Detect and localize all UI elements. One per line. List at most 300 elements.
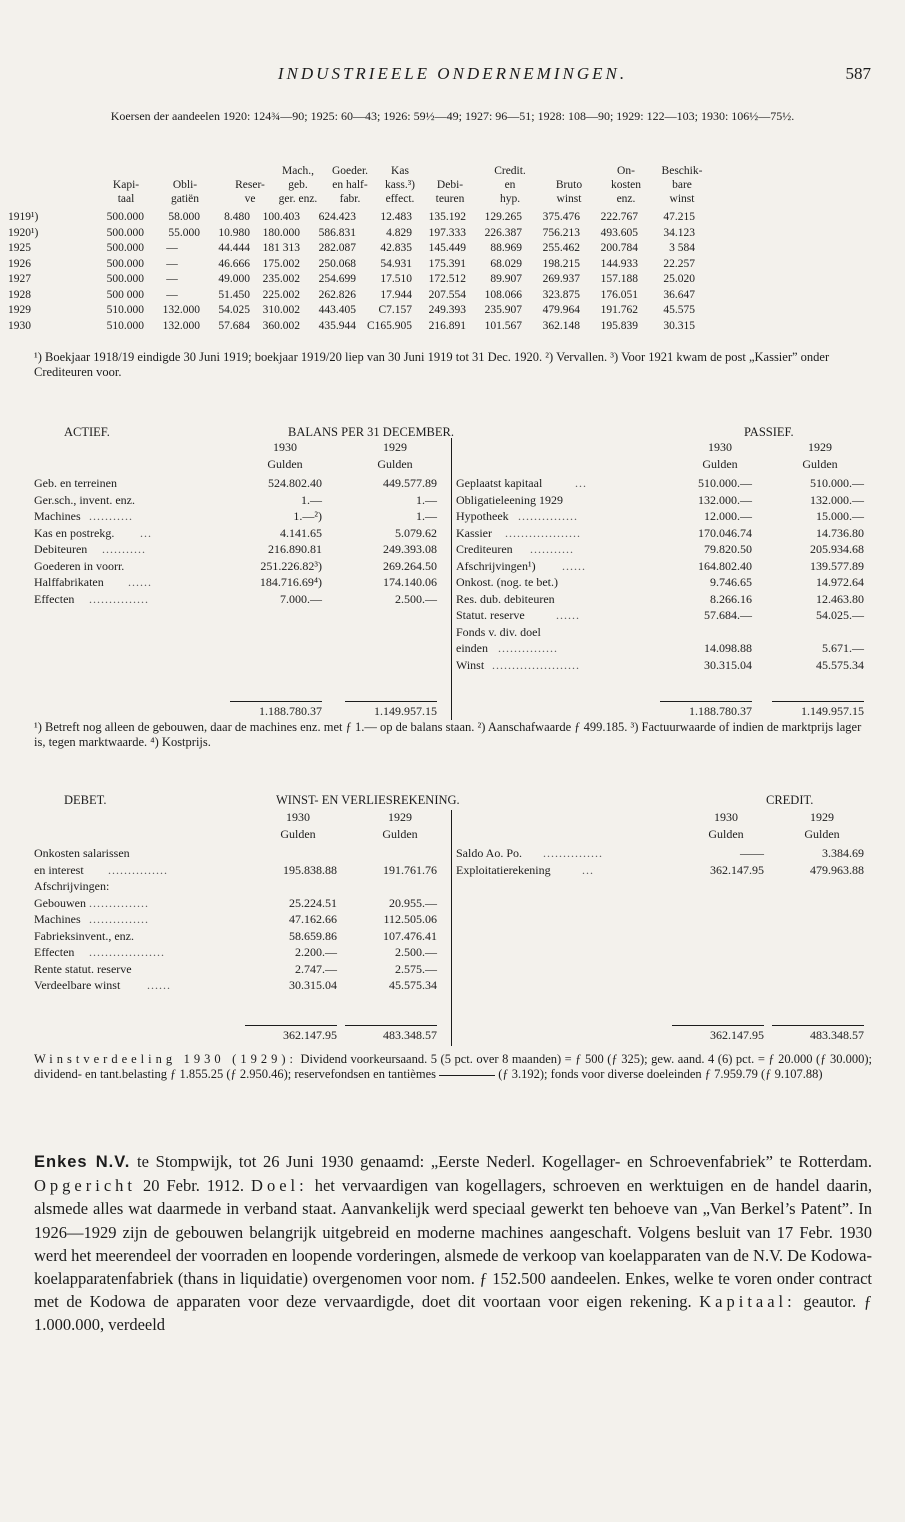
year-header: 1930: [273, 440, 297, 454]
column-header: winst: [669, 193, 695, 205]
row-label: Rente statut. reserve: [34, 961, 132, 976]
value-1930: 132.000.—: [698, 492, 752, 507]
cell-value: 172.512: [428, 273, 466, 285]
row-year: 1927: [8, 273, 31, 285]
total-rule: [660, 701, 752, 702]
column-header: Obli-: [172, 179, 198, 191]
value-1930: 510.000.—: [698, 476, 752, 490]
row-label: Statut. reserve: [456, 608, 525, 622]
column-header: Credit.: [494, 165, 526, 177]
cell-value: 44.444: [218, 242, 250, 254]
value-1929: 2.575.—: [395, 961, 437, 976]
value-1929: 510.000.—: [810, 476, 864, 490]
balans-divider: [451, 438, 452, 720]
total-1929: 483.348.57: [383, 1028, 437, 1042]
column-header: winst: [556, 193, 582, 205]
page-number: 587: [845, 64, 871, 83]
total-1930: 362.147.95: [710, 1028, 764, 1042]
empty-dash: —: [166, 257, 178, 270]
value-1929: 191.761.76: [383, 862, 437, 877]
leader-dots: ...........: [530, 542, 574, 556]
year-header: 1929: [388, 810, 412, 824]
row-year: 1928: [8, 288, 31, 301]
enkes-text-3: het vervaardigen van kogellagers, schroeven en werktuigen en de handel daarin, alsmede alles wat daarmede in verband staat. Aanvankelijk werd speciaal gewerkt ten behoeve van „Van Berkel’s Patent”. In 1926—1929 zijn de gebouwen belangrijk uitgebreid en moderne machines aangeschaft. Volgens besluit van 17 Febr. 1930 werd het meerendeel der voorraden en loopende vorderingen, alsmede de verkoop van koelapparaten van de N.V. De Kodowa-koelapparatenfabriek (thans in liquidatie) overgenomen voor nom. ƒ 152.500 aandeelen. Enkes, welke te voren onder contract met de Kodowa de apparaten voor deze vervaardigde, doet dit voortaan voor eigen rekening.: [34, 1176, 873, 1312]
cell-value: 145.449: [428, 242, 466, 254]
leader-dots: ...............: [108, 862, 168, 877]
balans-right-heading: PASSIEF.: [744, 425, 794, 439]
cell-value: 176.051: [600, 288, 638, 301]
value-1929: 15.000.—: [816, 509, 864, 523]
total-rule: [230, 701, 322, 702]
table-row: [8, 319, 878, 333]
enkes-text-1: te Stompwijk, tot 26 Juni 1930 genaamd: „Eerste Nederl. Kogellager- en Schroevenfabriek” te Rotterdam.: [137, 1152, 873, 1171]
row-label: Fonds v. div. doel: [456, 624, 541, 639]
value-1929: 205.934.68: [810, 542, 864, 556]
value-1930: 4.141.65: [280, 525, 322, 540]
cell-value: 500.000: [106, 257, 144, 270]
value-1930: 58.659.86: [289, 928, 337, 943]
cell-value: 207.554: [428, 288, 466, 301]
value-1930: 25.224.51: [289, 895, 337, 910]
unit-header: Gulden: [382, 827, 418, 841]
cell-value: 360.002: [262, 319, 300, 332]
cell-value: 89.907: [490, 273, 522, 285]
row-year: 1930: [8, 319, 31, 332]
cell-value: C7.157: [378, 304, 412, 316]
leader-dots: ...................: [89, 945, 165, 959]
winst-right-heading: CREDIT.: [766, 793, 814, 807]
cell-value: 144.933: [600, 257, 638, 270]
row-label: Crediteuren: [456, 542, 513, 556]
empty-dash: —: [166, 288, 178, 301]
winstverdeeling-label: Winstverdeeling 1930 (1929):: [34, 1052, 297, 1066]
cell-value: 135.192: [428, 211, 466, 223]
unit-header: Gulden: [702, 457, 738, 471]
cell-value: 132.000: [162, 304, 200, 316]
cell-value: 500.000: [106, 242, 144, 254]
cell-value: 181 313: [262, 242, 300, 254]
empty-dash: —: [166, 273, 178, 285]
column-header: Reser-: [235, 179, 265, 191]
leader-dots: ...............: [518, 509, 578, 523]
column-header: Debi-: [436, 179, 464, 191]
cell-value: 375.476: [542, 211, 580, 223]
total-rule: [245, 1025, 337, 1026]
column-header: Mach.,: [282, 165, 314, 177]
total-rule: [772, 1025, 864, 1026]
cell-value: 225.002: [262, 288, 300, 301]
value-1929: 14.736.80: [816, 525, 864, 540]
cell-value: 8.480: [224, 211, 250, 223]
leader-dots: ...: [140, 525, 152, 540]
value-1930: 170.046.74: [698, 525, 752, 540]
value-1929: 174.140.06: [383, 575, 437, 589]
row-label: Afschrijvingen:: [34, 879, 110, 893]
row-label: Winst: [456, 657, 485, 672]
total-1929: 483.348.57: [810, 1028, 864, 1042]
leader-dots: ......: [562, 558, 586, 573]
cell-value: 435.944: [318, 319, 356, 332]
row-label: Exploitatierekening: [456, 862, 551, 877]
value-1930: 1.—²): [293, 509, 322, 523]
cell-value: 500.000: [106, 211, 144, 223]
row-label: Afschrijvingen¹): [456, 558, 536, 573]
column-header: Beschik-: [661, 165, 703, 177]
value-1930: 362.147.95: [710, 862, 764, 877]
unit-header: Gulden: [804, 827, 840, 841]
company-name: Enkes N.V.: [34, 1153, 131, 1171]
row-label: Onkost. (nog. te bet.): [456, 575, 558, 589]
cell-value: 42.835: [380, 242, 412, 254]
cell-value: 12.483: [380, 211, 412, 223]
total-rule: [672, 1025, 764, 1026]
cell-value: 443.405: [318, 304, 356, 316]
cell-value: 200.784: [600, 242, 638, 254]
table-row: [8, 241, 878, 255]
cell-value: 249.393: [428, 304, 466, 316]
column-header: Bruto: [555, 179, 583, 191]
column-header: geb.: [288, 179, 308, 191]
row-label: Obligatieleening 1929: [456, 492, 563, 507]
year-header: 1929: [383, 440, 407, 454]
row-label: Ger.sch., invent. enz.: [34, 492, 135, 507]
cell-value: 157.188: [600, 273, 638, 285]
value-1930: 184.716.69⁴): [259, 575, 322, 589]
cell-value: 132.000: [162, 319, 200, 332]
cell-value: 493.605: [600, 226, 638, 239]
cell-value: 129.265: [484, 211, 522, 223]
value-1930: 524.802.40: [268, 476, 322, 490]
value-1930: 30.315.04: [289, 978, 337, 992]
year-header: 1930: [708, 440, 732, 454]
column-header: fabr.: [339, 193, 361, 205]
column-header: hyp.: [499, 193, 521, 205]
column-header: kosten: [610, 179, 642, 191]
year-header: 1930: [714, 810, 738, 824]
balans-left-heading: ACTIEF.: [64, 425, 110, 439]
balans-center-heading: BALANS PER 31 DECEMBER.: [288, 425, 454, 439]
winst-divider: [451, 810, 452, 1046]
cell-value: 500 000: [106, 288, 144, 301]
winstverdeeling-text: Dividend voorkeursaand. 5 (5 pct. over 8 maanden) = ƒ 500 (ƒ 325); gew. aand. 4 (6) pct. = ƒ 20.000 (ƒ 30.000); dividend- en tant.belasting ƒ 1.855.25 (ƒ 2.950.46); reservefondsen en tantièmes: [34, 1052, 872, 1081]
total-1930: 362.147.95: [283, 1028, 337, 1042]
cell-value: 216.891: [428, 319, 466, 332]
value-1930: 47.162.66: [289, 912, 337, 926]
column-header: kass.³): [385, 179, 415, 191]
value-1930: 57.684.—: [704, 608, 752, 622]
cell-value: 624.423: [318, 211, 356, 223]
cell-value: 198.215: [542, 257, 580, 270]
cell-value: 36.647: [663, 288, 695, 301]
cell-value: 362.148: [542, 319, 580, 332]
cell-value: 22.257: [663, 257, 695, 270]
value-1929: 5.671.—: [822, 641, 864, 655]
row-label: Effecten: [34, 945, 75, 959]
row-label: Goederen in voorr.: [34, 558, 125, 573]
row-year: 1919¹): [8, 211, 39, 223]
value-1930: 2.200.—: [295, 945, 337, 959]
row-label: Gebouwen: [34, 895, 86, 910]
total-1930: 1.188.780.37: [689, 704, 752, 718]
cell-value: C165.905: [366, 319, 412, 332]
row-label: Fabrieksinvent., enz.: [34, 928, 134, 943]
cell-value: 58.000: [168, 211, 200, 223]
cell-value: 195.839: [600, 319, 638, 332]
cell-value: 226.387: [484, 226, 522, 239]
cell-value: 51.450: [218, 288, 250, 301]
unit-header: Gulden: [708, 827, 744, 841]
cell-value: 100.403: [262, 211, 300, 223]
winst-left-heading: DEBET.: [64, 793, 107, 807]
cell-value: 88.969: [490, 242, 522, 254]
cell-value: 34.123: [663, 226, 695, 239]
cell-value: 756.213: [542, 226, 580, 239]
unit-header: Gulden: [802, 457, 838, 471]
row-label: Halffabrikaten: [34, 575, 104, 589]
leader-dots: ...............: [89, 895, 149, 910]
cell-value: 175.391: [428, 257, 466, 270]
doel-label: Doel:: [251, 1176, 308, 1196]
cell-value: 25.020: [663, 273, 695, 285]
enkes-text-2: 20 Febr. 1912.: [142, 1176, 245, 1196]
cell-value: 262.826: [318, 288, 356, 301]
row-label: Debiteuren: [34, 542, 88, 556]
column-header: ger. enz.: [278, 193, 318, 205]
leader-dots: ...............: [89, 591, 149, 606]
leader-dots: ......: [147, 978, 171, 992]
winstverdeeling-paragraph: [34, 1052, 872, 1082]
total-1929: 1.149.957.15: [801, 704, 864, 718]
cell-value: 54.931: [380, 257, 412, 270]
value-1930: 7.000.—: [280, 591, 322, 606]
value-1929: 3.384.69: [822, 846, 864, 860]
value-1929: 112.505.06: [383, 912, 437, 926]
row-label: Onkosten salarissen: [34, 846, 130, 860]
cell-value: 250.068: [318, 257, 356, 270]
total-1930: 1.188.780.37: [259, 704, 322, 718]
balans-table: [0, 440, 905, 720]
row-label: Res. dub. debiteuren: [456, 591, 555, 606]
winstverdeeling-suffix: (ƒ 3.192); fonds voor diverse doeleinden ƒ 7.959.79 (ƒ 9.107.88): [498, 1067, 823, 1081]
header-row: [28, 164, 878, 178]
cell-value: 500.000: [106, 273, 144, 285]
cell-value: 191.762: [600, 304, 638, 316]
value-1930: 79.820.50: [704, 542, 752, 556]
column-header: teuren: [435, 193, 465, 205]
year-header: 1929: [808, 440, 832, 454]
leader-dots: ......: [556, 608, 580, 622]
value-1930: 9.746.65: [710, 575, 752, 589]
unit-header: Gulden: [267, 457, 303, 471]
table-row: [8, 210, 878, 224]
leader-dots: ......: [128, 575, 152, 589]
row-year: 1929: [8, 304, 31, 316]
value-1929: 249.393.08: [383, 542, 437, 556]
unit-header: Gulden: [280, 827, 316, 841]
cell-value: 479.964: [542, 304, 580, 316]
cell-value: 323.875: [542, 288, 580, 301]
column-header: Kas: [391, 165, 409, 177]
leader-dots: ...............: [498, 641, 558, 655]
cell-value: 235.002: [262, 273, 300, 285]
row-label: einden: [456, 641, 488, 655]
value-1929: 14.972.64: [816, 575, 864, 589]
table-row: [8, 226, 878, 240]
cell-value: 68.029: [490, 257, 522, 270]
row-label: Machines: [34, 509, 81, 523]
table-row: [8, 272, 878, 286]
value-1930: 14.098.88: [704, 641, 752, 655]
unit-header: Gulden: [377, 457, 413, 471]
value-1930: ——: [740, 846, 764, 860]
header-row: [28, 178, 878, 192]
value-1930: 12.000.—: [704, 509, 752, 523]
cell-value: 510.000: [106, 319, 144, 332]
cell-value: 180.000: [262, 226, 300, 239]
cell-value: 282.087: [318, 242, 356, 254]
cell-value: 17.944: [380, 288, 412, 301]
cell-value: 47.215: [663, 211, 695, 223]
cell-value: 3 584: [669, 242, 695, 254]
leader-dots: ......................: [492, 657, 580, 672]
value-1930: 1.—: [301, 492, 322, 507]
column-header: en: [504, 179, 516, 191]
row-label: Hypotheek: [456, 509, 509, 523]
row-label: Effecten: [34, 591, 75, 606]
row-label: Saldo Ao. Po.: [456, 846, 523, 860]
value-1929: 2.500.—: [395, 945, 437, 959]
value-1929: 20.955.—: [389, 895, 437, 910]
cell-value: 510.000: [106, 304, 144, 316]
cell-value: 310.002: [262, 304, 300, 316]
value-1929: 139.577.89: [810, 558, 864, 573]
value-1929: 45.575.34: [389, 978, 437, 992]
table-row: [8, 303, 878, 317]
value-1929: 45.575.34: [816, 657, 864, 672]
row-label: Geplaatst kapitaal: [456, 476, 543, 490]
cell-value: 45.575: [663, 304, 695, 316]
cell-value: 54.025: [218, 304, 250, 316]
cell-value: 101.567: [484, 319, 522, 332]
row-label: Verdeelbare winst: [34, 978, 121, 992]
total-1929: 1.149.957.15: [374, 704, 437, 718]
value-1930: 251.226.82³): [260, 558, 322, 573]
column-header: gatiën: [170, 193, 200, 205]
empty-dash: —: [166, 242, 178, 254]
value-1929: 479.963.88: [810, 862, 864, 877]
row-year: 1920¹): [8, 226, 39, 239]
column-header: bare: [672, 179, 692, 191]
value-1929: 449.577.89: [383, 476, 437, 490]
value-1929: 54.025.—: [816, 608, 864, 622]
winst-table: [0, 810, 905, 1046]
value-1929: 1.—: [416, 509, 437, 523]
leader-dots: ...............: [89, 912, 149, 926]
leader-dots: ...........: [102, 542, 146, 556]
cell-value: 4.829: [386, 226, 412, 239]
kapitaal-notes: ¹) Boekjaar 1918/19 eindigde 30 Juni 1919; boekjaar 1919/20 liep van 30 Juni 1919 tot 31 Dec. 1920. ²) Vervallen. ³) Voor 1921 kwam de post „Kassier” onder Crediteuren voor.: [34, 350, 830, 379]
opgericht-label: Opgericht: [34, 1176, 136, 1196]
cell-value: 197.333: [428, 226, 466, 239]
leader-dots: ...............: [543, 846, 603, 860]
row-label: Kas en postrekg.: [34, 525, 115, 540]
row-label: Machines: [34, 912, 81, 926]
cell-value: 586.831: [318, 226, 356, 239]
cell-value: 55.000: [168, 226, 200, 239]
leader-dots: ...........: [89, 509, 133, 523]
dash-rule: [439, 1075, 495, 1076]
year-header: 1929: [810, 810, 834, 824]
column-header: On-: [617, 165, 635, 177]
winst-center-heading: WINST- EN VERLIESREKENING.: [276, 793, 460, 807]
value-1929: 107.476.41: [383, 928, 437, 943]
header-row: [28, 192, 878, 206]
total-rule: [345, 701, 437, 702]
enkes-text-4: geautor. ƒ 1.000.000, verdeeld: [34, 1292, 873, 1335]
value-1930: 30.315.04: [704, 657, 752, 672]
cell-value: 222.767: [600, 211, 638, 223]
row-year: 1926: [8, 257, 31, 270]
running-title: INDUSTRIEELE ONDERNEMINGEN.: [277, 64, 628, 83]
leader-dots: ...: [575, 476, 587, 490]
row-label: en interest: [34, 862, 84, 877]
value-1930: 164.802.40: [698, 558, 752, 573]
cell-value: 108.066: [484, 288, 522, 301]
value-1930: 195.838.88: [283, 862, 337, 877]
cell-value: 255.462: [542, 242, 580, 254]
leader-dots: ...................: [505, 525, 581, 540]
value-1929: 5.079.62: [395, 525, 437, 540]
table-row: [8, 257, 878, 271]
value-1929: 1.—: [416, 492, 437, 507]
cell-value: 235.907: [484, 304, 522, 316]
column-header: Goeder.: [331, 165, 369, 177]
cell-value: 17.510: [380, 273, 412, 285]
column-header: en half-: [332, 179, 368, 191]
cell-value: 30.315: [663, 319, 695, 332]
value-1930: 8.266.16: [710, 591, 752, 606]
balans-notes: ¹) Betreft nog alleen de gebouwen, daar de machines enz. met ƒ 1.— op de balans staan. ²) Aanschafwaarde ƒ 499.185. ³) Factuurwaarde of indien de marktprijs lager is, tegen marktwaarde. ⁴) Kostprijs.: [34, 720, 862, 749]
value-1929: 12.463.80: [816, 591, 864, 606]
cell-value: 175.002: [262, 257, 300, 270]
total-rule: [345, 1025, 437, 1026]
column-header: enz.: [616, 193, 636, 205]
cell-value: 46.666: [218, 257, 250, 270]
cell-value: 57.684: [218, 319, 250, 332]
year-header: 1930: [286, 810, 310, 824]
column-header: Kapi-: [112, 179, 140, 191]
cell-value: 254.699: [318, 273, 356, 285]
value-1929: 2.500.—: [395, 591, 437, 606]
row-label: Kassier: [456, 525, 492, 540]
leader-dots: ...: [582, 862, 594, 877]
table-row: [8, 288, 878, 302]
row-year: 1925: [8, 242, 31, 254]
kapitaal-label: Kapitaal:: [699, 1292, 796, 1312]
value-1930: 216.890.81: [268, 542, 322, 556]
value-1929: 269.264.50: [383, 558, 437, 573]
cell-value: 10.980: [218, 226, 250, 239]
column-header: taal: [117, 193, 135, 205]
total-rule: [772, 701, 864, 702]
enkes-paragraph: [34, 1150, 872, 1337]
value-1930: 2.747.—: [295, 961, 337, 976]
koersen-text: Koersen der aandeelen 1920: 124¾—90; 1925: 60—43; 1926: 59½—49; 1927: 96—51; 1928: 108—90; 1929: 122—103; 1930: 106½—75½.: [110, 109, 795, 123]
column-header: effect.: [385, 193, 415, 205]
value-1929: 132.000.—: [810, 492, 864, 507]
cell-value: 500.000: [106, 226, 144, 239]
cell-value: 49.000: [218, 273, 250, 285]
